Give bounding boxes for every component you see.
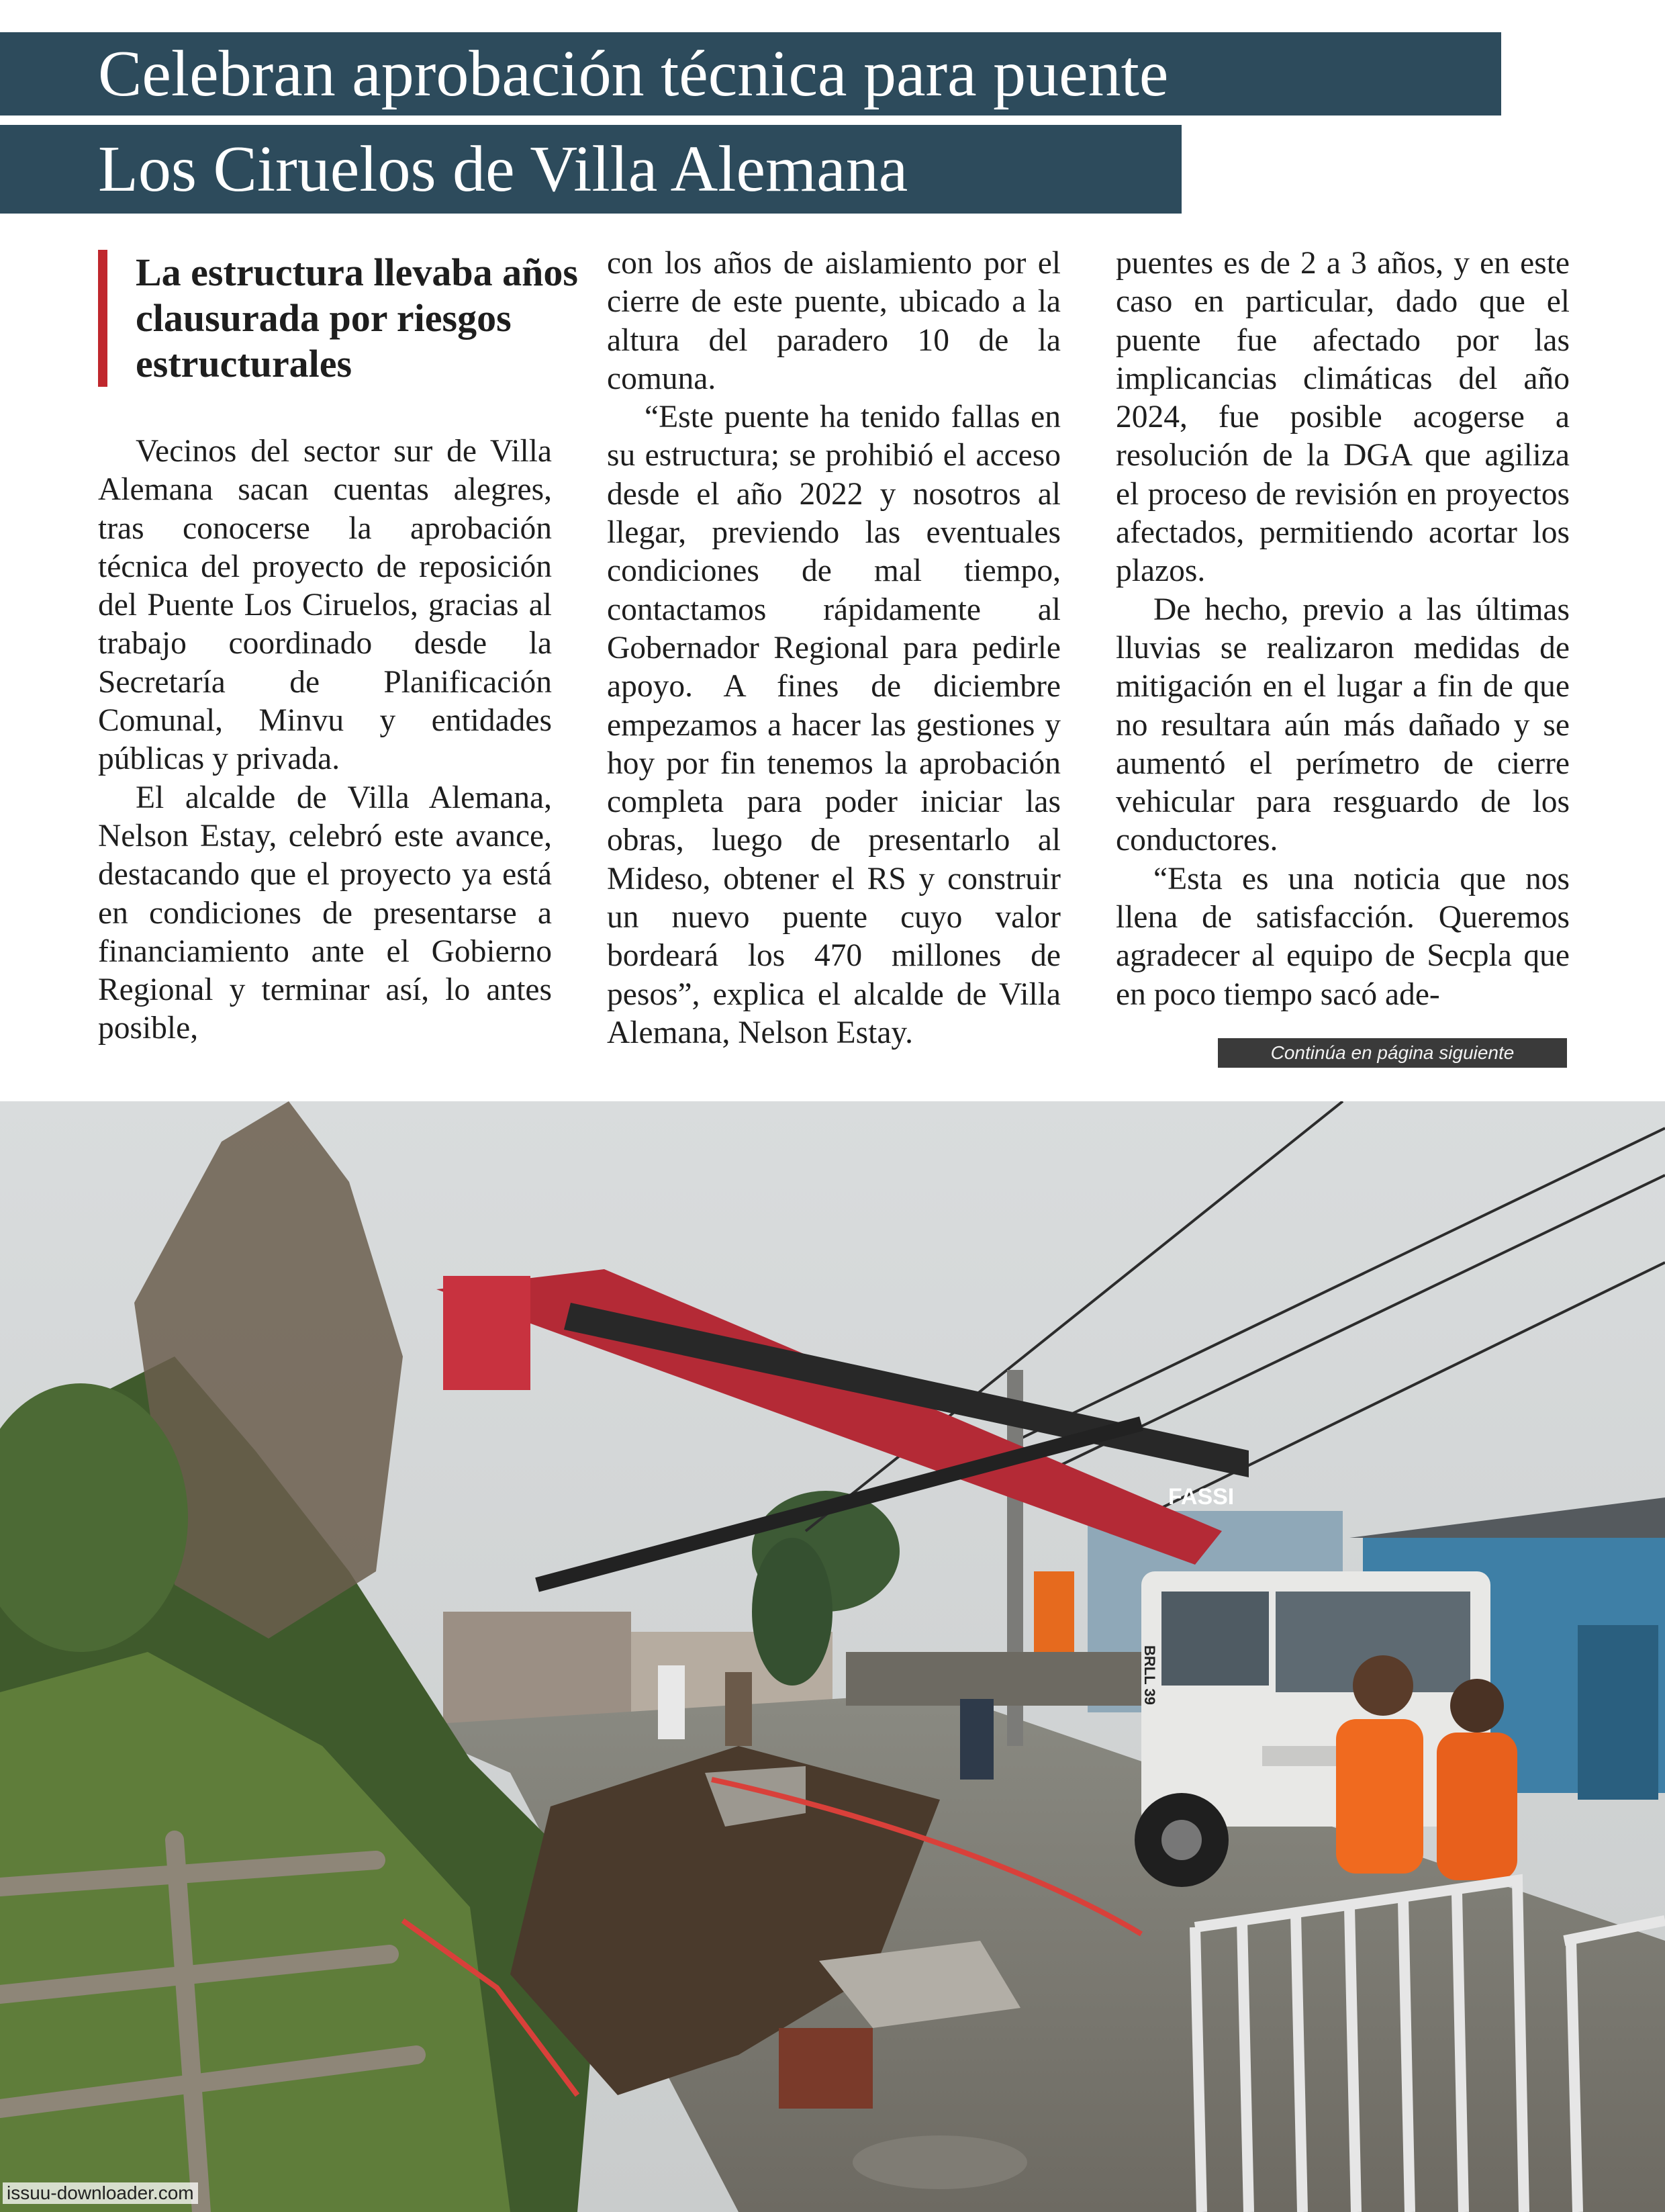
headline-line-2-text: Los Ciruelos de Villa Alemana [98,133,908,205]
article-column-3 [1116,244,1570,1014]
continue-label-text: Continúa en página siguiente [1270,1042,1515,1063]
paragraph: “Este puente ha tenido fallas en su estructura; se prohibió el acceso desde el año 2022 y nosotros al llegar, previendo las eventuales condiciones de mal tiempo, contactamos rápidamente al Gobernador Regional para pedirle apoyo. A fines de diciembre empezamos a hacer las gestiones y hoy por fin tenemos la aprobación completa para poder iniciar las obras, luego de presentarlo al Mideso, obtener el RS y construir un nuevo puente cuyo valor bordeará los 470 millones de pesos”, explica el alcalde de Villa Alemana, Nelson Estay. [607,400,1061,1050]
article-column-1 [98,432,552,1048]
truck-plate-text: BRLL 39 [1141,1645,1158,1705]
paragraph: De hecho, previo a las últimas lluvias se realizaron medidas de mitigación en el lugar a fin de que no resultara aún más dañado y se aumentó el perímetro de cierre vehicular para resguardo de los conductores. [1116,592,1570,858]
headline-line-1 [0,32,1501,116]
headline-line-1-text: Celebran aprobación técnica para puente [98,38,1169,110]
paragraph-continued: con los años de aislamiento por el cierre de este puente, ubicado a la altura del paradero 10 de la comuna. [607,246,1061,396]
paragraph: El alcalde de Villa Alemana, Nelson Estay, celebró este avance, destacando que el proyecto ya está en condiciones de presentarse a financiamiento ante el Gobierno Regional y terminar así, lo antes posible, [98,780,552,1046]
crane-brand-text: FASSI [1168,1484,1235,1510]
continue-next-page-label [1218,1038,1567,1068]
photo-credit-watermark: issuu-downloader.com [3,2182,198,2204]
headline-line-2 [0,125,1182,214]
article-photo [0,1101,1665,2212]
deck-subheadline: La estructura llevaba años clausurada por riesgos estructurales [98,250,579,387]
paragraph: “Esta es una noticia que nos llena de satisfacción. Queremos agradecer al equipo de Secpla que en poco tiempo sacó ade- [1116,861,1570,1012]
article-column-2 [607,244,1061,1052]
paragraph-continued: puentes es de 2 a 3 años, y en este caso en particular, dado que el puente fue afectado por las implicancias climáticas del año 2024, fue posible acogerse a resolución de la DGA que agiliza el proceso de revisión en proyectos afectados, permitiendo acortar los plazos. [1116,246,1570,589]
paragraph: Vecinos del sector sur de Villa Alemana sacan cuentas alegres, tras conocerse la aprobación técnica del proyecto de reposición del Puente Los Ciruelos, gracias al trabajo coordinado desde la Secretaría de Planificación Comunal, Minvu y entidades públicas y privada. [98,434,552,777]
